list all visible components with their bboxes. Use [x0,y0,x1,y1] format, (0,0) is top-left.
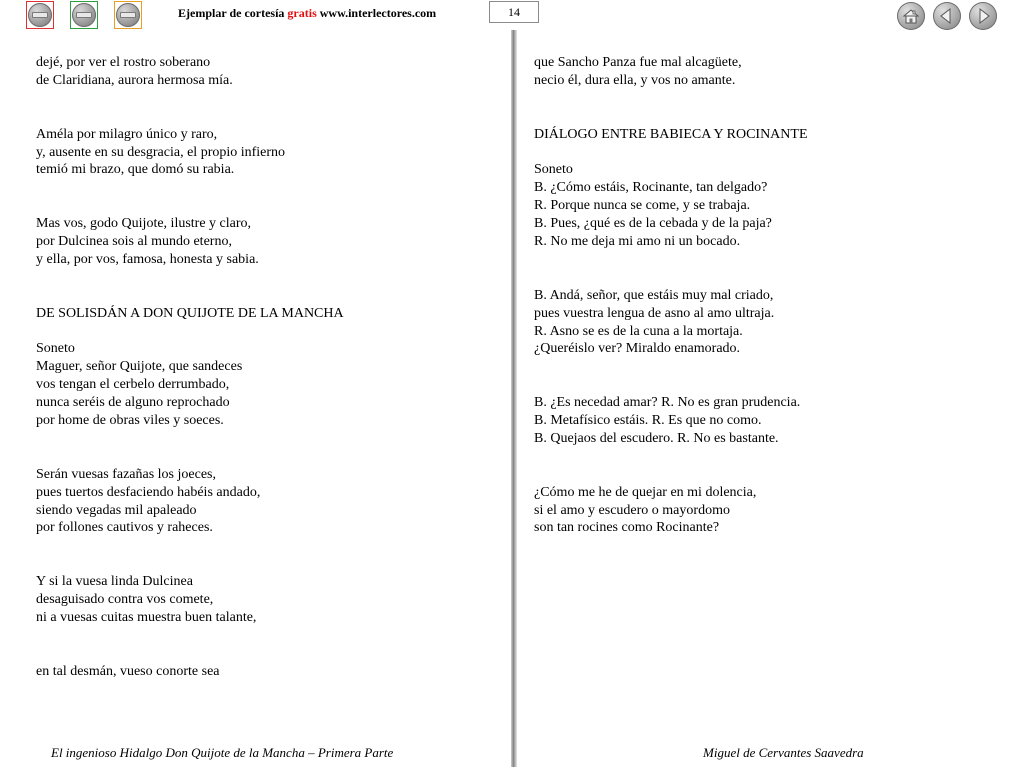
text-line: son tan rocines como Rocinante? [534,520,720,536]
text-line: desaguisado contra vos comete, [36,592,214,608]
text-line: B. Pues, ¿qué es de la cebada y de la paja? [534,216,772,232]
text-line: B. ¿Cómo estáis, Rocinante, tan delgado? [534,180,768,196]
text-line: necio él, dura ella, y vos no amante. [534,72,736,88]
section-heading [36,305,496,323]
page-divider [511,30,517,767]
home-button[interactable] [897,2,925,30]
text-line: pues tuertos desfaciendo habéis andado, [36,484,261,500]
text-line: B. Andá, señor, que estáis muy mal criado, [534,287,774,303]
zoom-out-button[interactable] [26,1,54,29]
text-line: vos tengan el cerbelo derrumbado, [36,377,230,393]
text-line: temió mi brazo, que domó su rabia. [36,162,235,178]
stanza [36,466,496,538]
courtesy-notice [178,6,436,21]
previous-page-button[interactable] [933,2,961,30]
text-line: y, ausente en su desgracia, el propio infierno [36,144,286,160]
zoom-reset-button[interactable] [70,1,98,29]
text-line: por home de obras viles y soeces. [36,413,224,429]
footer-author: Miguel de Cervantes Saavedra [703,745,864,760]
stanza [36,54,496,90]
footer-book-title: El ingenioso Hidalgo Don Quijote de la Mancha – Primera Parte [51,745,394,760]
section-heading [534,126,994,144]
text-line: siendo vegadas mil apaleado [36,502,197,518]
home-icon [897,2,925,30]
text-line: dejé, por ver el rostro soberano [36,55,211,70]
text-line: R. Porque nunca se come, y se trabaja. [534,198,751,214]
text-line: ¿Queréislo ver? Miraldo enamorado. [534,341,741,357]
text-line: de Claridiana, aurora hermosa mía. [36,72,233,88]
stanza [534,484,994,538]
courtesy-gratis: gratis [287,6,317,20]
text-line: R. Asno se es de la cuna a la mortaja. [534,323,743,339]
zoom-in-button[interactable] [114,1,142,29]
stanza [534,287,994,359]
poem-title: DE SOLISDÁN A DON QUIJOTE DE LA MANCHA [36,305,344,321]
next-page-button[interactable] [969,2,997,30]
text-line: ni a vuesas cuitas muestra buen talante, [36,610,257,625]
courtesy-prefix: Ejemplar de cortesía [178,6,285,20]
text-line: Serán vuesas fazañas los joeces, [36,466,216,482]
text-line: B. ¿Es necedad amar? R. No es gran prudencia. [534,395,801,411]
stanza [36,215,496,269]
next-page-icon [969,2,997,30]
stanza [534,394,994,448]
text-line: ¿Cómo me he de quejar en mi dolencia, [534,484,757,500]
stanza [36,126,496,180]
text-line: B. Metafísico estáis. R. Es que no como. [534,413,762,429]
text-line: y ella, por vos, famosa, honesta y sabia. [36,251,259,267]
text-line: Soneto [36,341,75,357]
zoom-in-icon [116,3,140,27]
text-line: que Sancho Panza fue mal alcagüete, [534,55,742,70]
text-line: Améla por milagro único y raro, [36,126,218,142]
text-line: nunca seréis de alguno reprochado [36,395,230,411]
page-number-field[interactable]: 14 [489,1,539,23]
right-page-text [534,54,994,573]
text-line: B. Quejaos del escudero. R. No es bastante. [534,430,779,446]
text-line: Mas vos, godo Quijote, ilustre y claro, [36,216,252,232]
zoom-out-icon [28,3,52,27]
stanza [534,54,994,90]
text-line: por Dulcinea sois al mundo eterno, [36,234,232,250]
text-line: Soneto [534,162,573,178]
stanza [36,663,496,681]
text-line: Maguer, señor Quijote, que sandeces [36,359,243,375]
text-line: pues vuestra lengua de asno al amo ultraja. [534,305,775,321]
zoom-reset-icon [72,3,96,27]
stanza [36,340,496,430]
poem-title: DIÁLOGO ENTRE BABIECA Y ROCINANTE [534,126,808,142]
left-page-text [36,54,496,716]
text-line: si el amo y escudero o mayordomo [534,502,730,518]
text-line: Y si la vuesa linda Dulcinea [36,574,193,590]
text-line: en tal desmán, vueso conorte sea [36,663,220,679]
text-line: por follones cautivos y raheces. [36,520,213,536]
courtesy-site-link[interactable]: www.interlectores.com [319,6,437,20]
stanza [534,161,994,251]
text-line: R. No me deja mi amo ni un bocado. [534,234,741,250]
previous-page-icon [933,2,961,30]
toolbar [0,0,1023,30]
stanza [36,573,496,627]
